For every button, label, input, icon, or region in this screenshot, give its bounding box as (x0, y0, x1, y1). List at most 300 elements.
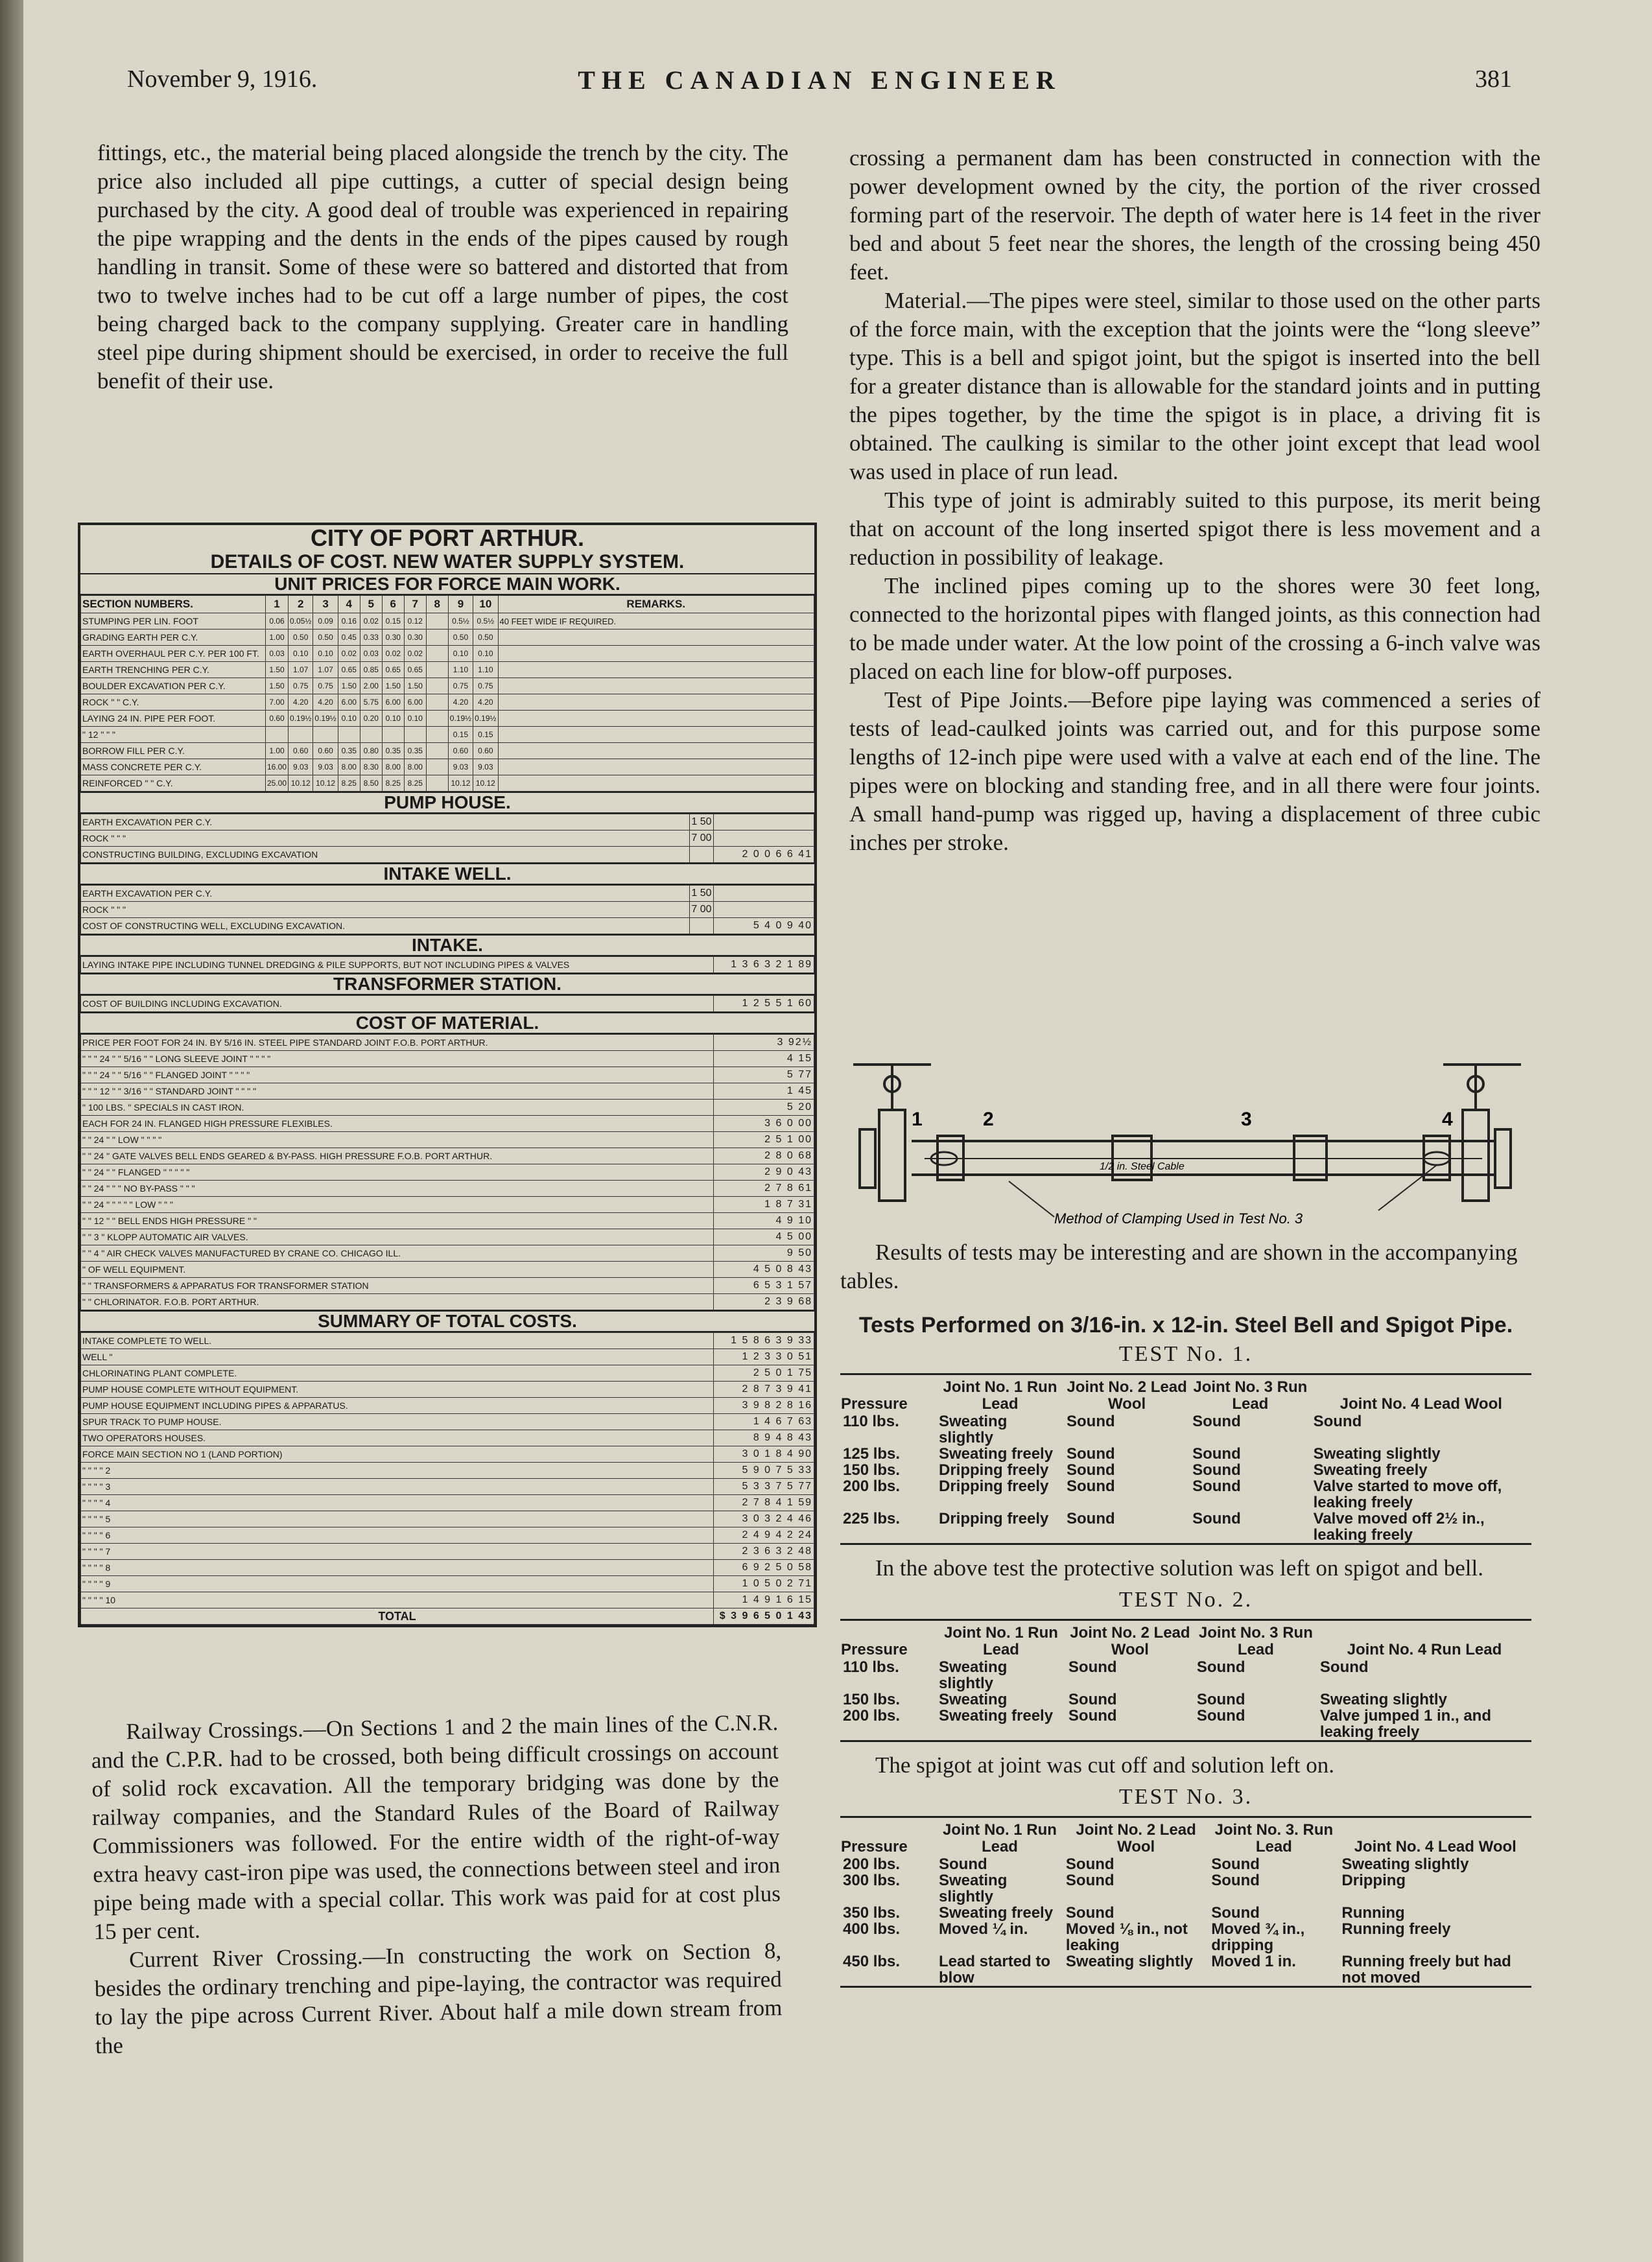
unit-price-cell: 25.00 (266, 775, 289, 792)
test-row (840, 1905, 1531, 1921)
summary-of-total-costs-label: " " " " 10 (81, 1592, 714, 1608)
test-cell: Sound (1211, 1856, 1260, 1873)
unit-price-cell (313, 727, 338, 743)
unit-price-label: BOULDER EXCAVATION PER C.Y. (81, 678, 266, 694)
unit-price-cell: 8.00 (404, 759, 426, 775)
cost-of-material-row (81, 1245, 814, 1262)
test-cell: Sound (1067, 1478, 1115, 1495)
test-cell: Sound (1067, 1510, 1115, 1527)
cost-of-material-row (81, 1197, 814, 1213)
summary-of-total-costs-row (81, 1446, 814, 1463)
unit-price-cell: 0.10 (289, 646, 313, 662)
unit-price-row (81, 630, 814, 646)
test-column-header: Joint No. 4 Lead Wool (1339, 1395, 1502, 1413)
summary-of-total-costs-row (81, 1430, 814, 1446)
pump-house-amount: 2 0 0 6 6 41 (714, 847, 814, 863)
pump-house-label: ROCK " " " (81, 831, 690, 847)
cost-of-material-label: " " 4 " AIR CHECK VALVES MANUFACTURED BY CRANE CO. CHICAGO ILL. (81, 1245, 714, 1262)
cost-of-material-label: " " TRANSFORMERS & APPARATUS FOR TRANSFORMER STATION (81, 1278, 714, 1294)
cost-of-material-label: " " CHLORINATOR. F.O.B. PORT ARTHUR. (81, 1294, 714, 1310)
unit-price-cell: 2.00 (360, 678, 382, 694)
cost-of-material-row (81, 1035, 814, 1051)
joint-label-4: 4 (1442, 1109, 1453, 1130)
unit-price-row (81, 613, 814, 630)
summary-of-total-costs-label: " " " " 9 (81, 1576, 714, 1592)
unit-price-cell: 0.65 (382, 662, 404, 678)
paragraph: This type of joint is admirably suited to this purpose, its merit being that on account of the long inserted spigot there is less movement and a reduction in possibility of leakage. (849, 488, 1540, 570)
summary-of-total-costs-row (81, 1527, 814, 1544)
tests-heading: Tests Performed on 3/16-in. x 12-in. Steel Bell and Spigot Pipe. (858, 1313, 1513, 1337)
test-cell: Sweating freely (939, 1445, 1054, 1463)
test-cell: Sound (1192, 1510, 1241, 1527)
unit-price-row (81, 711, 814, 727)
cost-of-material-row (81, 1116, 814, 1132)
intake-well-row (81, 918, 814, 934)
unit-price-cell: 0.60 (266, 711, 289, 727)
test-cell: Sound (1211, 1904, 1260, 1922)
unit-price-cell (426, 743, 448, 759)
unit-price-label: " 12 " " " (81, 727, 266, 743)
test-cell: 110 lbs. (843, 1658, 899, 1676)
cost-of-material-label: " 100 LBS. " SPECIALS IN CAST IRON. (81, 1100, 714, 1116)
test-cell: Running (1341, 1904, 1405, 1922)
test-cell: 110 lbs. (843, 1413, 899, 1430)
section-number-5: 5 (360, 596, 382, 613)
summary-of-total-costs-amount: 3 0 1 8 4 90 (714, 1446, 814, 1463)
intake-well-amount (714, 902, 814, 918)
cost-of-material-row (81, 1148, 814, 1164)
transformer-station-label: COST OF BUILDING INCLUDING EXCAVATION. (81, 996, 714, 1012)
issue-date: November 9, 1916. (127, 65, 318, 93)
unit-price-cell: 1.07 (313, 662, 338, 678)
cost-of-material-amount: 2 9 0 43 (714, 1164, 814, 1181)
pump-house-label: CONSTRUCTING BUILDING, EXCLUDING EXCAVATION (81, 847, 690, 863)
remarks-header: REMARKS. (498, 596, 814, 613)
unit-price-cell: 0.60 (448, 743, 473, 759)
unit-price-cell: 10.12 (313, 775, 338, 792)
unit-price-cell (426, 759, 448, 775)
test-cell: Sweating slightly (939, 1413, 1008, 1446)
test-column-header: Joint No. 2 Lead Wool (1070, 1624, 1190, 1658)
test-column-header: Pressure (841, 1838, 908, 1856)
cost-of-material-label: EACH FOR 24 IN. FLANGED HIGH PRESSURE FLEXIBLES. (81, 1116, 714, 1132)
unit-price-cell (426, 613, 448, 630)
unit-price-cell (426, 775, 448, 792)
paragraph: Test of Pipe Joints.—Before pipe laying was commenced a series of tests of lead-caulked joints was carried out, and for this purpose some lengths of 12-inch pipe were used with a valve at each end of the line. The pipes were on blocking and standing free, and in all there were four joints. A small hand-pump was rigged up, having a displacement of three cubic inches per stroke. (849, 687, 1540, 855)
cost-of-material-label: " " 24 " " " NO BY-PASS " " " (81, 1181, 714, 1197)
transformer-station-amount: 1 2 5 5 1 60 (714, 996, 814, 1012)
test-cell: Sound (1065, 1872, 1115, 1889)
test-cell: Sound (1068, 1691, 1117, 1708)
summary-of-total-costs-label: " " " " 6 (81, 1527, 714, 1544)
test-cell: Moved 1 in. (1211, 1953, 1296, 1970)
unit-price-row (81, 646, 814, 662)
test-cell: Sound (1196, 1658, 1245, 1676)
paragraph-current-river-crossing: Current River Crossing.—In constructing the work on Section 8, besides the ordinary trenching and pipe-laying, the contractor was required to lay the pipe across Current River. About half a mile down stream from the (94, 1938, 783, 2058)
test-cell: Sound (1067, 1413, 1115, 1430)
test-column-header: Joint No. 1 Run Lead (942, 1821, 1057, 1856)
summary-of-total-costs-amount: 3 0 3 2 4 46 (714, 1511, 814, 1527)
test-row (840, 1462, 1531, 1478)
unit-price-cell: 4.20 (448, 694, 473, 711)
intake-table (80, 956, 814, 973)
unit-prices-heading: UNIT PRICES FOR FORCE MAIN WORK. (80, 574, 814, 595)
unit-price-cell: 1.50 (266, 662, 289, 678)
unit-price-cell: 0.30 (382, 630, 404, 646)
total-row (81, 1608, 814, 1625)
unit-price-cell (426, 630, 448, 646)
cost-of-material-amount: 5 20 (714, 1100, 814, 1116)
unit-price-cell (266, 727, 289, 743)
test-cell: Sound (1065, 1904, 1115, 1922)
test-cell: Dripping freely (939, 1478, 1049, 1495)
section-number-10: 10 (473, 596, 498, 613)
summary-of-total-costs-label: " " " " 5 (81, 1511, 714, 1527)
test-column-header: Joint No. 2 Lead Wool (1076, 1821, 1196, 1856)
summary-of-total-costs-amount: 2 7 8 4 1 59 (714, 1495, 814, 1511)
paragraph: crossing a permanent dam has been constructed in connection with the power development owned by the city, the portion of the river crossed forming part of the reservoir. The depth of water here is 14 feet in the river bed and about 5 feet near the shores, the length of the crossing being 450 feet. (849, 145, 1540, 285)
summary-of-total-costs-amount: 2 8 7 3 9 41 (714, 1382, 814, 1398)
summary-of-total-costs-row (81, 1463, 814, 1479)
unit-price-cell: 10.12 (289, 775, 313, 792)
test-cell: Moved ⅛ in., not leaking (1065, 1920, 1188, 1954)
cost-of-material-row (81, 1132, 814, 1148)
test-column-header: Joint No. 2 Lead Wool (1067, 1378, 1187, 1413)
test-cell: Sound (939, 1856, 987, 1873)
unit-price-cell: 0.75 (473, 678, 498, 694)
journal-title: THE CANADIAN ENGINEER (578, 65, 1061, 95)
test-cell: Running freely (1341, 1920, 1451, 1938)
cost-of-material-amount: 4 15 (714, 1051, 814, 1067)
cost-table (78, 523, 817, 1627)
intake-well-amount (714, 886, 814, 902)
book-spine-shadow (0, 0, 23, 2262)
cost-of-material-label: " " 24 " GATE VALVES BELL ENDS GEARED & BY-PASS. HIGH PRESSURE F.O.B. PORT ARTHUR. (81, 1148, 714, 1164)
pump-house-price: 7 00 (690, 831, 714, 847)
unit-price-cell: 9.03 (473, 759, 498, 775)
paragraph: The inclined pipes coming up to the shores were 30 feet long, connected to the horizontal pipes with flanged joints, as this connection had to be made under water. At the low point of the crossing a 6-inch valve was placed on each line for blow-off purposes. (849, 573, 1540, 684)
test-cell: Sound (1065, 1856, 1115, 1873)
unit-price-remark (498, 662, 814, 678)
summary-of-total-costs-label: TWO OPERATORS HOUSES. (81, 1430, 714, 1446)
unit-price-cell: 0.33 (360, 630, 382, 646)
unit-price-cell: 0.75 (448, 678, 473, 694)
unit-price-remark (498, 646, 814, 662)
unit-price-cell: 0.65 (338, 662, 360, 678)
unit-price-cell: 0.10 (448, 646, 473, 662)
cost-of-material-row (81, 1051, 814, 1067)
test-row (840, 1446, 1531, 1462)
test-cell: 150 lbs. (843, 1461, 901, 1479)
cost-of-material-amount: 3 92½ (714, 1035, 814, 1051)
test-column-header: Joint No. 3 Run Lead (1198, 1624, 1313, 1658)
summary-of-total-costs-label: " " " " 4 (81, 1495, 714, 1511)
unit-price-cell: 8.00 (338, 759, 360, 775)
total-amount: $ 3 9 6 5 0 1 43 (714, 1608, 814, 1625)
intake-well-row (81, 902, 814, 918)
summary-of-total-costs-label: CHLORINATING PLANT COMPLETE. (81, 1365, 714, 1382)
test-cell: Dripping (1341, 1872, 1406, 1889)
summary-of-total-costs-amount: 3 9 8 2 8 16 (714, 1398, 814, 1414)
cost-of-material-amount: 4 5 0 8 43 (714, 1262, 814, 1278)
transformer-station-heading: TRANSFORMER STATION. (80, 973, 814, 995)
unit-price-row (81, 678, 814, 694)
pipe-clamping-diagram (840, 1045, 1534, 1233)
cost-of-material-amount: 4 5 00 (714, 1229, 814, 1245)
unit-price-cell: 6.00 (382, 694, 404, 711)
test-cell: Sweating slightly (1065, 1953, 1193, 1970)
unit-price-cell: 10.12 (473, 775, 498, 792)
unit-price-cell: 0.16 (338, 613, 360, 630)
test-column-header: Joint No. 4 Run Lead (1347, 1641, 1502, 1658)
section-number-1: 1 (266, 596, 289, 613)
unit-price-cell: 8.30 (360, 759, 382, 775)
cost-of-material-row (81, 1100, 814, 1116)
summary-of-total-costs-amount: 8 9 4 8 43 (714, 1430, 814, 1446)
cost-of-material-amount: 6 5 3 1 57 (714, 1278, 814, 1294)
unit-price-label: EARTH TRENCHING PER C.Y. (81, 662, 266, 678)
test-cell: Sound (1192, 1478, 1241, 1495)
unit-price-cell: 0.5½ (473, 613, 498, 630)
test-cell: Dripping freely (939, 1510, 1049, 1527)
section-number-8: 8 (426, 596, 448, 613)
summary-of-total-costs-amount: 1 4 6 7 63 (714, 1414, 814, 1430)
unit-price-cell: 0.19½ (313, 711, 338, 727)
test-row (840, 1921, 1531, 1953)
left-column-top (97, 139, 788, 395)
summary-of-total-costs-table (80, 1332, 814, 1625)
intake-well-label: ROCK " " " (81, 902, 690, 918)
total-label: TOTAL (81, 1608, 714, 1625)
unit-price-cell: 1.50 (266, 678, 289, 694)
summary-of-total-costs-row (81, 1592, 814, 1608)
unit-price-cell (382, 727, 404, 743)
test-cell: 200 lbs. (843, 1478, 901, 1495)
test-row (840, 1659, 1531, 1691)
test-row (840, 1478, 1531, 1511)
unit-price-cell: 0.75 (313, 678, 338, 694)
unit-price-cell (404, 727, 426, 743)
pump-house-row (81, 814, 814, 831)
test-cell: Sweating slightly (1319, 1691, 1447, 1708)
test-row (840, 1856, 1531, 1872)
unit-price-cell: 0.35 (404, 743, 426, 759)
cost-of-material-row (81, 1262, 814, 1278)
test-column-header: Joint No. 3. Run Lead (1214, 1821, 1334, 1856)
unit-price-cell: 0.12 (404, 613, 426, 630)
summary-of-total-costs-label: " " " " 7 (81, 1544, 714, 1560)
test-name: TEST No. 3. (1118, 1785, 1253, 1809)
test-cell: Sweating slightly (939, 1658, 1008, 1692)
intake-heading: INTAKE. (80, 934, 814, 956)
unit-price-remark (498, 694, 814, 711)
cost-of-material-label: " " 24 " " LOW " " " " (81, 1132, 714, 1148)
pump-house-row (81, 831, 814, 847)
section-number-4: 4 (338, 596, 360, 613)
cost-of-material-amount: 2 7 8 61 (714, 1181, 814, 1197)
pump-house-amount (714, 831, 814, 847)
transformer-station-table (80, 995, 814, 1012)
unit-price-row (81, 743, 814, 759)
test-name: TEST No. 1. (1118, 1342, 1253, 1366)
transformer-station-row (81, 996, 814, 1012)
unit-price-cell: 1.00 (266, 630, 289, 646)
pump-house-heading: PUMP HOUSE. (80, 792, 814, 814)
unit-price-cell: 7.00 (266, 694, 289, 711)
unit-price-cell: 0.50 (473, 630, 498, 646)
unit-price-cell: 0.50 (313, 630, 338, 646)
unit-price-remark (498, 775, 814, 792)
test-cell: Sound (1068, 1658, 1117, 1676)
unit-price-cell (426, 711, 448, 727)
test-cell: Moved ¾ in., dripping (1211, 1920, 1305, 1954)
cost-of-material-label: " OF WELL EQUIPMENT. (81, 1262, 714, 1278)
summary-of-total-costs-row (81, 1398, 814, 1414)
unit-price-cell: 9.03 (313, 759, 338, 775)
unit-price-cell: 0.10 (382, 711, 404, 727)
summary-of-total-costs-heading: SUMMARY OF TOTAL COSTS. (80, 1310, 814, 1332)
pump-house-label: EARTH EXCAVATION PER C.Y. (81, 814, 690, 831)
unit-price-remark (498, 630, 814, 646)
unit-price-cell (426, 694, 448, 711)
unit-price-label: ROCK " " C.Y. (81, 694, 266, 711)
page-header (127, 65, 1512, 104)
unit-price-table (80, 595, 814, 792)
paragraph-railway-crossings: Railway Crossings.—On Sections 1 and 2 the main lines of the C.N.R. and the C.P.R. had to be crossed, both being difficult crossings on account of solid rock excavation. All the temporary bridging was done by the railway companies, and the Standard Rules of the Board of Railway Commissioners was followed. For the entire width of the right-of-way extra heavy cast-iron pipe was used, the connections between steel and iron pipe being made with a special collar. This work was paid for at cost plus 15 per cent. (91, 1710, 781, 1944)
test-row (840, 1872, 1531, 1905)
unit-price-cell: 1.10 (448, 662, 473, 678)
intake-well-label: EARTH EXCAVATION PER C.Y. (81, 886, 690, 902)
test-cell: Running freely but had not moved (1341, 1953, 1511, 1986)
unit-price-cell: 0.20 (360, 711, 382, 727)
unit-price-cell: 9.03 (289, 759, 313, 775)
unit-price-label: MASS CONCRETE PER C.Y. (81, 759, 266, 775)
unit-price-remark: 40 FEET WIDE IF REQUIRED. (498, 613, 814, 630)
test-cell: Valve jumped 1 in., and leaking freely (1319, 1707, 1491, 1741)
unit-price-cell: 8.25 (382, 775, 404, 792)
summary-of-total-costs-row (81, 1333, 814, 1349)
intake-well-table (80, 885, 814, 934)
unit-price-cell: 0.65 (404, 662, 426, 678)
test-cell: Sweating slightly (1313, 1445, 1441, 1463)
cost-of-material-label: " " 12 " " BELL ENDS HIGH PRESSURE " " (81, 1213, 714, 1229)
test-cell: Sound (1196, 1707, 1245, 1725)
test-row (840, 1708, 1531, 1741)
intake-well-heading: INTAKE WELL. (80, 863, 814, 885)
test-column-header: Joint No. 3 Run Lead (1193, 1378, 1308, 1413)
unit-price-cell: 0.09 (313, 613, 338, 630)
test-cell: 150 lbs. (843, 1691, 901, 1708)
unit-price-row (81, 759, 814, 775)
pump-house-table (80, 814, 814, 863)
summary-of-total-costs-row (81, 1495, 814, 1511)
cost-of-material-row (81, 1181, 814, 1197)
summary-of-total-costs-label: PUMP HOUSE EQUIPMENT INCLUDING PIPES & APPARATUS. (81, 1398, 714, 1414)
unit-price-cell: 0.10 (404, 711, 426, 727)
unit-price-label: BORROW FILL PER C.Y. (81, 743, 266, 759)
unit-price-cell (289, 727, 313, 743)
summary-of-total-costs-label: " " " " 8 (81, 1560, 714, 1576)
unit-price-cell: 1.50 (404, 678, 426, 694)
cost-of-material-label: " " " 24 " " 5/16 " " FLANGED JOINT " " " " (81, 1067, 714, 1083)
test-cell: Sound (1313, 1413, 1362, 1430)
cost-of-material-amount: 5 77 (714, 1067, 814, 1083)
cost-of-material-row (81, 1294, 814, 1310)
test-cell: Sweating (939, 1691, 1008, 1708)
summary-of-total-costs-amount: 2 5 0 1 75 (714, 1365, 814, 1382)
section-number-3: 3 (313, 596, 338, 613)
cost-of-material-table (80, 1034, 814, 1310)
section-number-7: 7 (404, 596, 426, 613)
cost-of-material-row (81, 1278, 814, 1294)
test-cell: Valve moved off 2½ in., leaking freely (1313, 1510, 1485, 1544)
test-cell: Sound (1067, 1461, 1115, 1479)
test-cell: Sound (1192, 1461, 1241, 1479)
test-row (840, 1511, 1531, 1544)
test-name: TEST No. 2. (1118, 1588, 1253, 1612)
cost-of-material-label: " " " 24 " " 5/16 " " LONG SLEEVE JOINT " " " " (81, 1051, 714, 1067)
unit-price-cell: 1.00 (266, 743, 289, 759)
unit-price-cell: 4.20 (313, 694, 338, 711)
paragraph: Material.—The pipes were steel, similar to those used on the other parts of the force main, with the exception that the joints were the “long sleeve” type. This is a bell and spigot joint, but the spigot is inserted into the bell for a greater distance than is allowable for the standard joints and in putting the pipes together, by the time the spigot is in place, a driving fit is obtained. The caulking is similar to the other joint except that lead wool was used in place of run lead. (849, 288, 1540, 484)
summary-of-total-costs-label: PUMP HOUSE COMPLETE WITHOUT EQUIPMENT. (81, 1382, 714, 1398)
test-cell: Valve started to move off, leaking freely (1313, 1478, 1502, 1511)
unit-price-cell: 0.19½ (473, 711, 498, 727)
unit-price-cell: 6.00 (404, 694, 426, 711)
test-cell: Sound (1211, 1872, 1260, 1889)
summary-of-total-costs-row (81, 1560, 814, 1576)
page-number: 381 (1475, 65, 1512, 93)
test-cell: Sound (1319, 1658, 1369, 1676)
summary-of-total-costs-row (81, 1414, 814, 1430)
cost-of-material-label: PRICE PER FOOT FOR 24 IN. BY 5/16 IN. STEEL PIPE STANDARD JOINT F.O.B. PORT ARTHUR. (81, 1035, 714, 1051)
unit-price-cell: 6.00 (338, 694, 360, 711)
summary-of-total-costs-amount: 2 4 9 4 2 24 (714, 1527, 814, 1544)
unit-price-cell: 0.02 (360, 613, 382, 630)
summary-of-total-costs-label: " " " " 2 (81, 1463, 714, 1479)
summary-of-total-costs-label: SPUR TRACK TO PUMP HOUSE. (81, 1414, 714, 1430)
right-column (849, 144, 1540, 857)
unit-price-cell: 0.60 (289, 743, 313, 759)
test-cell: Sweating freely (939, 1707, 1054, 1725)
unit-price-cell: 8.25 (338, 775, 360, 792)
cost-of-material-heading: COST OF MATERIAL. (80, 1012, 814, 1034)
section-number-6: 6 (382, 596, 404, 613)
unit-price-row (81, 775, 814, 792)
unit-price-cell: 9.03 (448, 759, 473, 775)
test-table (840, 1619, 1531, 1742)
unit-price-row (81, 662, 814, 678)
unit-price-cell: 0.19½ (448, 711, 473, 727)
test-note: In the above test the protective solution was left on spigot and bell. (875, 1555, 1483, 1581)
unit-price-cell: 1.07 (289, 662, 313, 678)
cost-of-material-label: " " 24 " " " " " LOW " " " (81, 1197, 714, 1213)
unit-price-remark (498, 711, 814, 727)
test-row (840, 1691, 1531, 1708)
unit-price-row (81, 727, 814, 743)
unit-price-label: STUMPING PER LIN. FOOT (81, 613, 266, 630)
cost-of-material-row (81, 1083, 814, 1100)
left-column-bottom (91, 1708, 783, 2060)
unit-price-cell: 0.35 (338, 743, 360, 759)
summary-of-total-costs-row (81, 1544, 814, 1560)
unit-price-cell: 0.06 (266, 613, 289, 630)
test-cell: 300 lbs. (843, 1872, 901, 1889)
test-column-header: Joint No. 1 Run Lead (943, 1378, 1057, 1413)
unit-price-cell: 0.15 (448, 727, 473, 743)
cost-of-material-amount: 2 3 9 68 (714, 1294, 814, 1310)
unit-price-cell: 0.10 (313, 646, 338, 662)
